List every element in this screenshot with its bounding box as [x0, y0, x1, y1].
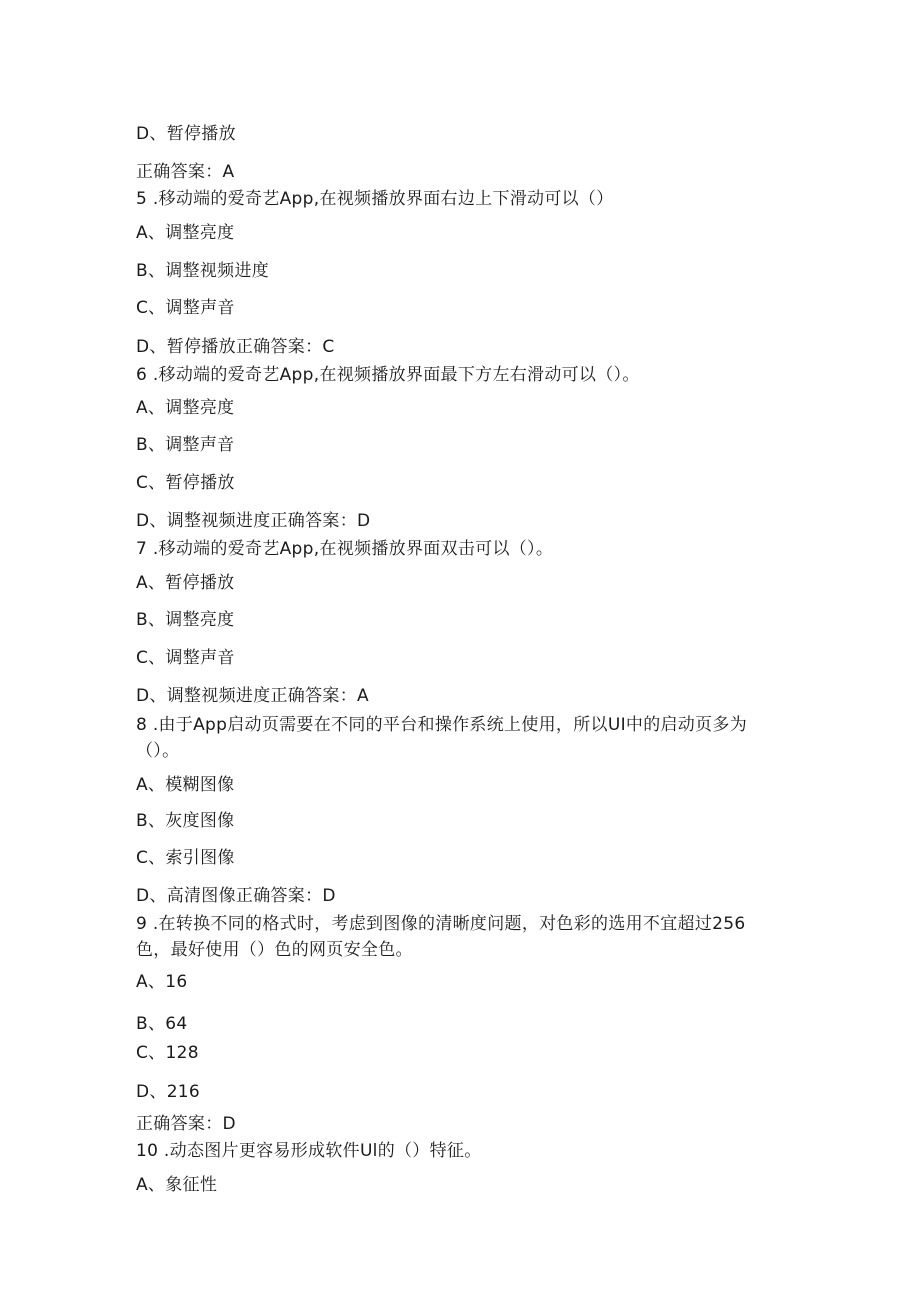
q7-option-a: A、暂停播放	[136, 573, 235, 593]
q5-question: 5 .移动端的爱奇艺App,在视频播放界面右边上下滑动可以（）	[136, 189, 614, 209]
q9-option-b: B、64	[136, 1014, 188, 1034]
q9-question: 9 .在转换不同的格式时，考虑到图像的清晰度问题，对色彩的选用不宜超过256色，最好使用（）色的网页安全色。	[136, 914, 746, 960]
q9-option-a: A、16	[136, 972, 188, 992]
q7-option-b: B、调整亮度	[136, 610, 235, 630]
q8-option-b: B、灰度图像	[136, 811, 235, 831]
q7-question: 7 .移动端的爱奇艺App,在视频播放界面双击可以（）。	[136, 539, 554, 559]
q5-option-c: C、调整声音	[136, 298, 235, 318]
q10-option-a: A、象征性	[136, 1175, 218, 1195]
q6-option-b: B、调整声音	[136, 435, 235, 455]
q4-option-d: D、暂停播放	[136, 124, 236, 144]
q8-option-a: A、模糊图像	[136, 775, 235, 795]
q8-question: 8 .由于App启动页需要在不同的平台和操作系统上使用，所以UI中的启动页多为（）。	[136, 715, 747, 761]
q8-option-c: C、索引图像	[136, 848, 235, 868]
q6-option-a: A、调整亮度	[136, 398, 235, 418]
q7-option-c: C、调整声音	[136, 648, 235, 668]
q7-option-d-answer: D、调整视频进度正确答案：A	[136, 686, 369, 706]
q5-option-a: A、调整亮度	[136, 223, 235, 243]
q8-option-d-answer: D、高清图像正确答案：D	[136, 886, 336, 906]
q6-question: 6 .移动端的爱奇艺App,在视频播放界面最下方左右滑动可以（）。	[136, 365, 640, 385]
q6-option-d-answer: D、调整视频进度正确答案：D	[136, 511, 371, 531]
q5-option-d-answer: D、暂停播放正确答案：C	[136, 337, 335, 357]
q9-answer: 正确答案：D	[136, 1114, 236, 1134]
q9-option-d: D、216	[136, 1082, 201, 1102]
q4-answer: 正确答案：A	[136, 162, 235, 182]
q5-option-b: B、调整视频进度	[136, 261, 270, 281]
q9-option-c: C、128	[136, 1043, 199, 1063]
q6-option-c: C、暂停播放	[136, 473, 235, 493]
q10-question: 10 .动态图片更容易形成软件Ul的（）特征。	[136, 1141, 482, 1161]
